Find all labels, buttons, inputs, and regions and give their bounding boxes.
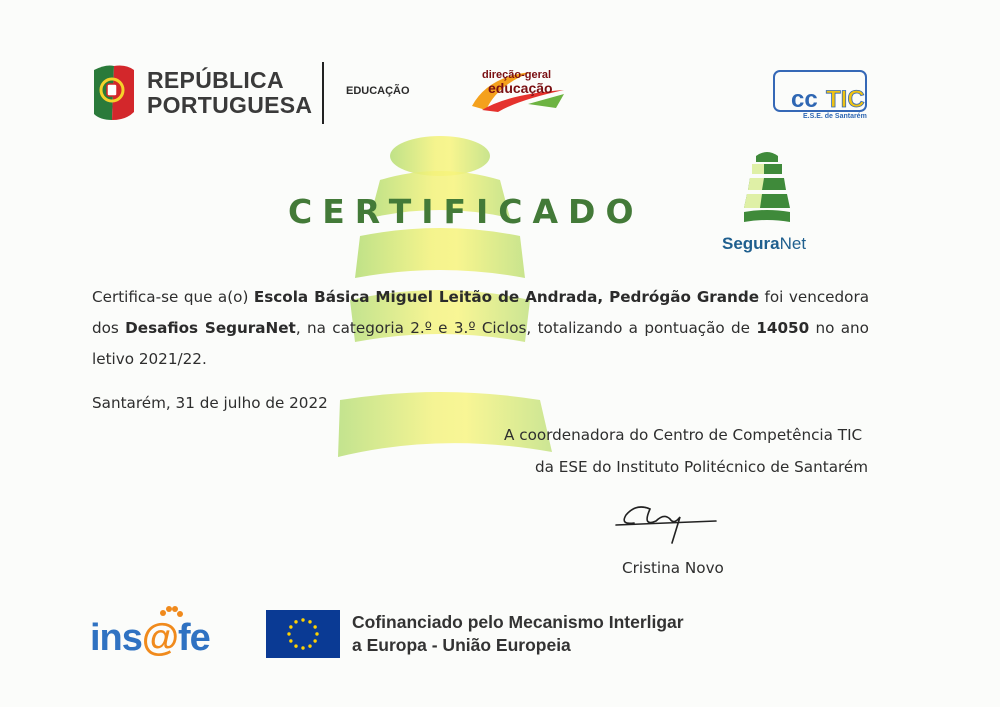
eu-star [289, 625, 292, 628]
place-date: Santarém, 31 de julho de 2022 [92, 394, 328, 412]
eu-star [294, 644, 297, 647]
challenge-name: Desafios SeguraNet [125, 319, 296, 337]
cctic-tic: TIC [826, 86, 865, 113]
eu-line2: a Europa - União Europeia [352, 635, 571, 655]
dge-line1: direção-geral [482, 69, 552, 81]
eu-star [313, 639, 316, 642]
republic-line1: REPÚBLICA [147, 67, 284, 93]
insafe-at: @ [141, 617, 178, 659]
eu-star [313, 625, 316, 628]
eu-star [301, 646, 304, 649]
seguranet-wordmark [722, 234, 806, 254]
dge-line2: educação [488, 80, 553, 96]
coordinator-line2: da ESE do Instituto Politécnico de Santarém [535, 458, 869, 476]
eu-star [289, 639, 292, 642]
republic-wordmark [147, 68, 312, 118]
insafe-part-b: fe [177, 617, 210, 659]
ministry-label: EDUCAÇÃO [346, 85, 410, 97]
republic-line2: PORTUGUESA [147, 92, 313, 118]
body-end: no ano letivo 2021/22. [92, 319, 869, 368]
eu-star [287, 632, 290, 635]
eu-star [294, 620, 297, 623]
eu-star [308, 644, 311, 647]
handwritten-signature [612, 495, 722, 557]
cctic-subtitle: E.S.E. de Santarém [803, 113, 867, 120]
certificate-body [92, 282, 869, 375]
seguranet-lighthouse-icon [742, 148, 792, 224]
header-divider [322, 62, 324, 124]
body-category: , na categoria 2.º e 3.º Ciclos, totalizando a pontuação de [295, 319, 757, 337]
eu-flag-icon [266, 610, 340, 658]
score: 14050 [756, 319, 810, 337]
seguranet-word-b: Net [779, 234, 807, 253]
school-name: Escola Básica Miguel Leitão de Andrada, Pedrógão Grande [253, 288, 760, 306]
seguranet-word-a: Segura [722, 234, 780, 253]
insafe-part-a: ins [90, 617, 142, 659]
eu-star [315, 632, 318, 635]
insafe-logo [90, 617, 210, 660]
body-mid: foi vencedora dos [92, 288, 869, 337]
signatory-name: Cristina Novo [622, 559, 724, 577]
eu-line1: Cofinanciado pelo Mecanismo Interligar [352, 612, 684, 632]
eu-star [301, 618, 304, 621]
certificate-title: CERTIFICADO [288, 192, 644, 231]
eu-star [308, 620, 311, 623]
portugal-republic-emblem-icon [92, 62, 136, 124]
body-intro: Certifica-se que a(o) [92, 288, 254, 306]
cctic-cc: cc [791, 86, 818, 113]
eu-funding-text [352, 611, 684, 657]
coordinator-line1: A coordenadora do Centro de Competência TIC [504, 426, 863, 444]
